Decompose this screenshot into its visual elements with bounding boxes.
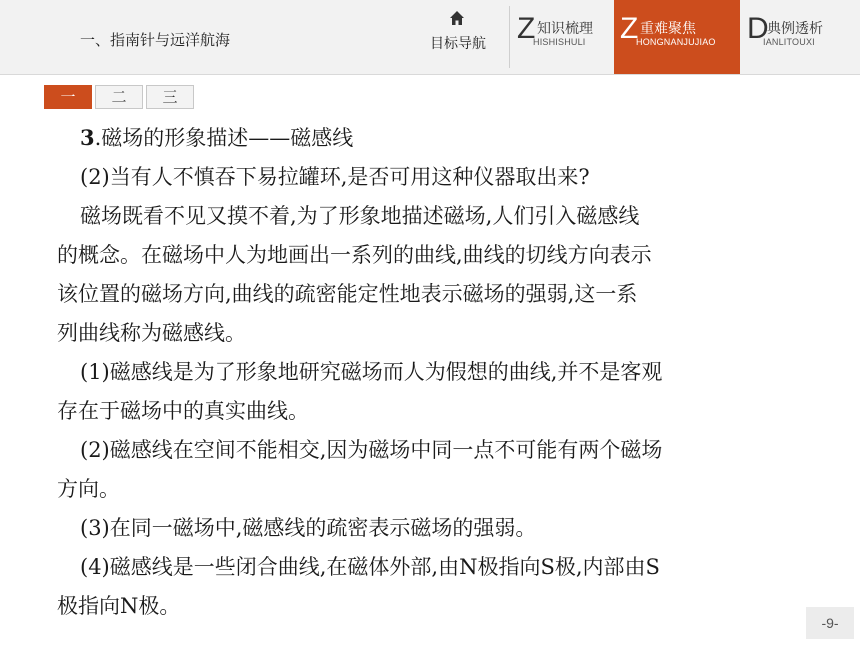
tab-key-difficulties[interactable] xyxy=(614,0,740,74)
section-tab-2[interactable]: 二 xyxy=(95,85,143,109)
tab-label: 知识梳理 xyxy=(537,21,593,37)
tab-letter: D xyxy=(747,12,769,45)
point-1-line-2: 存在于磁场中的真实曲线。 xyxy=(57,399,309,423)
tab-pinyin: IANLITOUXI xyxy=(763,37,815,47)
point-4-line-2: 极指向N极。 xyxy=(57,594,181,618)
section-heading xyxy=(57,118,807,158)
tab-divider xyxy=(509,6,510,68)
tab-pinyin: HISHISHULI xyxy=(533,37,586,47)
tab-letter: Z xyxy=(517,12,536,45)
point-2-line-1: (2)磁感线在空间不能相交,因为磁场中同一点不可能有两个磁场 xyxy=(80,438,663,462)
tab-typical-examples[interactable] xyxy=(741,0,845,74)
slide-content xyxy=(57,118,807,626)
tab-pinyin: HONGNANJUJIAO xyxy=(636,37,716,47)
intro-line-1: 磁场既看不见又摸不着,为了形象地描述磁场,人们引入磁感线 xyxy=(80,204,640,228)
section-tab-3[interactable]: 三 xyxy=(146,85,194,109)
home-icon xyxy=(449,10,465,26)
point-4-line-1: (4)磁感线是一些闭合曲线,在磁体外部,由N极指向S极,内部由S xyxy=(80,555,660,579)
tab-knowledge-review[interactable] xyxy=(511,0,613,74)
heading-text: .磁场的形象描述——磁感线 xyxy=(94,126,354,150)
heading-number: 3 xyxy=(80,125,95,150)
page-number: -9- xyxy=(806,607,854,639)
tab-letter: Z xyxy=(620,12,639,45)
top-header xyxy=(0,0,860,75)
question-line: (2)当有人不慎吞下易拉罐环,是否可用这种仪器取出来? xyxy=(80,165,590,189)
point-3-line-1: (3)在同一磁场中,磁感线的疏密表示磁场的强弱。 xyxy=(80,516,537,540)
intro-line-2: 的概念。在磁场中人为地画出一系列的曲线,曲线的切线方向表示 xyxy=(57,243,652,267)
lesson-title: 一、指南针与远洋航海 xyxy=(80,31,231,49)
target-navigation-label: 目标导航 xyxy=(430,36,486,52)
target-navigation-button[interactable] xyxy=(410,0,506,74)
intro-line-4: 列曲线称为磁感线。 xyxy=(57,321,246,345)
section-tab-1[interactable]: 一 xyxy=(44,85,92,109)
point-2-line-2: 方向。 xyxy=(57,477,120,501)
tab-label: 典例透析 xyxy=(767,21,823,37)
tab-label: 重难聚焦 xyxy=(640,21,696,37)
intro-line-3: 该位置的磁场方向,曲线的疏密能定性地表示磁场的强弱,这一系 xyxy=(57,282,638,306)
point-1-line-1: (1)磁感线是为了形象地研究磁场而人为假想的曲线,并不是客观 xyxy=(80,360,663,384)
